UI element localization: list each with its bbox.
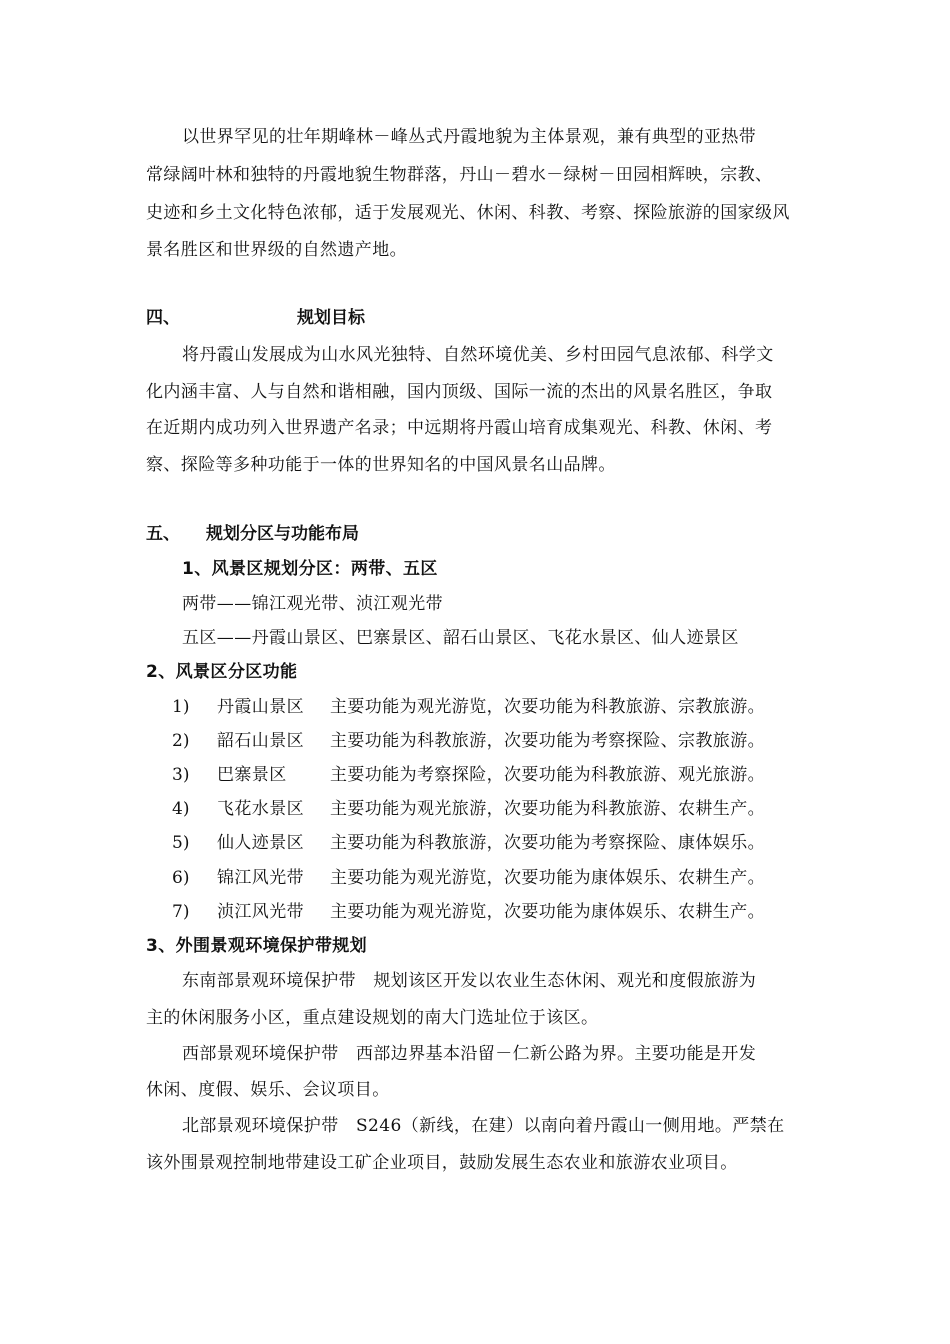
sub3-line-5: 北部景观环境保护带 S246（新线，在建）以南向着丹霞山一侧用地。严禁在 <box>182 1116 785 1136</box>
list-item-num: 2) <box>172 731 190 751</box>
sub3-line-1: 东南部景观环境保护带 规划该区开发以农业生态休闲、观光和度假旅游为 <box>182 971 757 991</box>
intro-line-3: 史迹和乡土文化特色浓郁，适于发展观光、休闲、科教、考察、探险旅游的国家级风 <box>146 203 790 223</box>
section4-title: 规划目标 <box>297 308 365 328</box>
list-item-name: 飞花水景区 <box>217 799 304 819</box>
list-item-desc: 主要功能为观光旅游，次要功能为科教旅游、农耕生产。 <box>330 799 765 819</box>
list-item-num: 1) <box>172 697 190 717</box>
intro-line-1: 以世界罕见的壮年期峰林－峰丛式丹霞地貌为主体景观，兼有典型的亚热带 <box>182 127 757 147</box>
sub3-title: 3、外围景观环境保护带规划 <box>146 936 368 956</box>
section5-title: 规划分区与功能布局 <box>206 524 359 544</box>
list-item-desc: 主要功能为观光游览，次要功能为康体娱乐、农耕生产。 <box>330 902 765 922</box>
sub2-title: 2、风景区分区功能 <box>146 662 298 682</box>
list-item-desc: 主要功能为科教旅游，次要功能为考察探险、康体娱乐。 <box>330 833 765 853</box>
list-item-desc: 主要功能为观光游览，次要功能为康体娱乐、农耕生产。 <box>330 868 765 888</box>
list-item-desc: 主要功能为观光游览，次要功能为科教旅游、宗教旅游。 <box>330 697 765 717</box>
list-item-num: 3) <box>172 765 190 785</box>
intro-line-2: 常绿阔叶林和独特的丹霞地貌生物群落，丹山－碧水－绿树－田园相辉映，宗教、 <box>146 165 773 185</box>
sub3-line-6: 该外围景观控制地带建设工矿企业项目，鼓励发展生态农业和旅游农业项目。 <box>146 1153 738 1173</box>
section4-line-2: 化内涵丰富、人与自然和谐相融，国内顶级、国际一流的杰出的风景名胜区，争取 <box>146 382 773 402</box>
list-item-name: 仙人迹景区 <box>217 833 304 853</box>
list-item-name: 韶石山景区 <box>217 731 304 751</box>
section4-line-3: 在近期内成功列入世界遗产名录；中远期将丹霞山培育成集观光、科教、休闲、考 <box>146 418 773 438</box>
sub1-line-1: 两带——锦江观光带、浈江观光带 <box>182 594 443 614</box>
list-item-num: 6) <box>172 868 190 888</box>
list-item-name: 丹霞山景区 <box>217 697 304 717</box>
list-item-num: 4) <box>172 799 190 819</box>
list-item-desc: 主要功能为考察探险，次要功能为科教旅游、观光旅游。 <box>330 765 765 785</box>
list-item-num: 5) <box>172 833 190 853</box>
list-item-name: 巴寨景区 <box>217 765 287 785</box>
list-item-desc: 主要功能为科教旅游，次要功能为考察探险、宗教旅游。 <box>330 731 765 751</box>
section4-line-4: 察、探险等多种功能于一体的世界知名的中国风景名山品牌。 <box>146 455 616 475</box>
section4-line-1: 将丹霞山发展成为山水风光独特、自然环境优美、乡村田园气息浓郁、科学文 <box>182 345 774 365</box>
list-item-name: 锦江风光带 <box>217 868 304 888</box>
sub1-line-2: 五区——丹霞山景区、巴寨景区、韶石山景区、飞花水景区、仙人迹景区 <box>182 628 739 648</box>
intro-line-4: 景名胜区和世界级的自然遗产地。 <box>146 240 407 260</box>
section5-number: 五、 <box>146 524 180 544</box>
sub3-line-4: 休闲、度假、娱乐、会议项目。 <box>146 1080 390 1100</box>
list-item-name: 浈江风光带 <box>217 902 304 922</box>
sub1-title: 1、风景区规划分区：两带、五区 <box>182 559 438 579</box>
list-item-num: 7) <box>172 902 190 922</box>
sub3-line-3: 西部景观环境保护带 西部边界基本沿留－仁新公路为界。主要功能是开发 <box>182 1044 757 1064</box>
section4-number: 四、 <box>146 308 180 328</box>
sub3-line-2: 主的休闲服务小区，重点建设规划的南大门选址位于该区。 <box>146 1008 599 1028</box>
